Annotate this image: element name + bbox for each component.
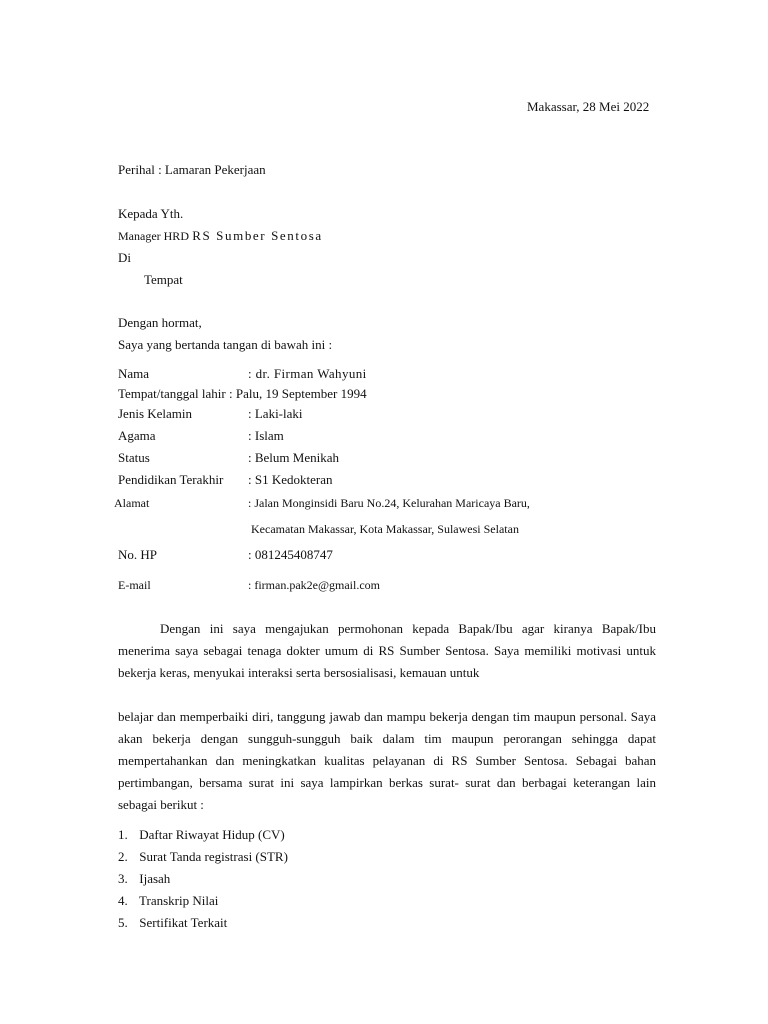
list-item [118,890,288,912]
list-item-number: 4. [118,893,128,908]
list-item-text: Sertifikat Terkait [139,915,228,930]
body-paragraph-1 [118,618,656,684]
detail-value-nama: : dr. Firman Wahyuni [248,366,367,381]
detail-birth [118,386,418,402]
letter-subject: Perihal : Lamaran Pekerjaan [118,162,266,177]
list-item-text: Ijasah [139,871,171,886]
recipient-title: Manager HRD [118,229,189,243]
recipient-organization: RS Sumber Sentosa [192,228,323,243]
detail-label-phone: No. HP [118,547,158,562]
list-item-number: 5. [118,915,128,930]
detail-label-ttl: Tempat/tanggal lahir [118,386,226,401]
recipient-salutation: Kepada Yth. [118,206,184,221]
detail-label-education: Pendidikan Terakhir [118,472,224,487]
detail-label-religion: Agama [118,428,156,443]
detail-label-email: E-mail [118,578,151,592]
list-item-number: 1. [118,827,128,842]
paragraph-1-text: Dengan ini saya mengajukan permohonan kepada Bapak/Ibu agar kiranya Bapak/Ibu menerima saya sebagai tenaga dokter umum di RS Sumber Sentosa. Saya memiliki motivasi untuk bekerja keras, menyukai interaksi serta bersosialisasi, kemauan untuk [118,621,656,680]
list-item-number: 2. [118,849,128,864]
detail-value-phone: : 081245408747 [248,547,333,562]
list-item-text: Daftar Riwayat Hidup (CV) [139,827,285,842]
detail-value-religion: : Islam [248,428,284,443]
list-item [118,868,288,890]
detail-value-address-cont: Kecamatan Makassar, Kota Makassar, Sulawesi Selatan [251,522,519,536]
detail-label-address: Alamat [114,496,150,510]
detail-label-status: Status [118,450,150,465]
list-item-text: Transkrip Nilai [139,893,219,908]
detail-value-gender: : Laki-laki [248,406,303,421]
list-item-text: Surat Tanda registrasi (STR) [139,849,288,864]
recipient-place: Tempat [144,272,183,287]
detail-value-ttl: : Palu, 19 September 1994 [229,386,367,401]
list-item [118,912,288,934]
recipient-di: Di [118,250,131,265]
greeting: Dengan hormat, [118,315,202,330]
body-paragraph-2: belajar dan memperbaiki diri, tanggung jawab dan mampu bekerja dengan tim maupun personal. Saya akan bekerja dengan sungguh-sungguh baik dalam tim maupun perorangan sehingga dapat mempertahankan dan meningkatkan kualitas pelayanan di RS Sumber Sentosa. Sebagai bahan pertimbangan, bersama surat ini saya lampirkan berkas surat- surat dan berbagai keterangan lain sebagai berikut : [118,709,656,812]
list-item [118,846,288,868]
intro-line: Saya yang bertanda tangan di bawah ini : [118,337,333,352]
detail-label-gender: Jenis Kelamin [118,406,193,421]
detail-value-status: : Belum Menikah [248,450,339,465]
letter-date: Makassar, 28 Mei 2022 [527,99,650,114]
detail-value-address: : Jalan Monginsidi Baru No.24, Kelurahan Maricaya Baru, [248,496,530,510]
detail-value-email: : firman.pak2e@gmail.com [248,578,381,592]
detail-value-education: : S1 Kedokteran [248,472,333,487]
list-item-number: 3. [118,871,128,886]
recipient-name [118,228,323,244]
detail-label-nama: Nama [118,366,150,381]
attachment-list [118,824,288,934]
list-item [118,824,288,846]
